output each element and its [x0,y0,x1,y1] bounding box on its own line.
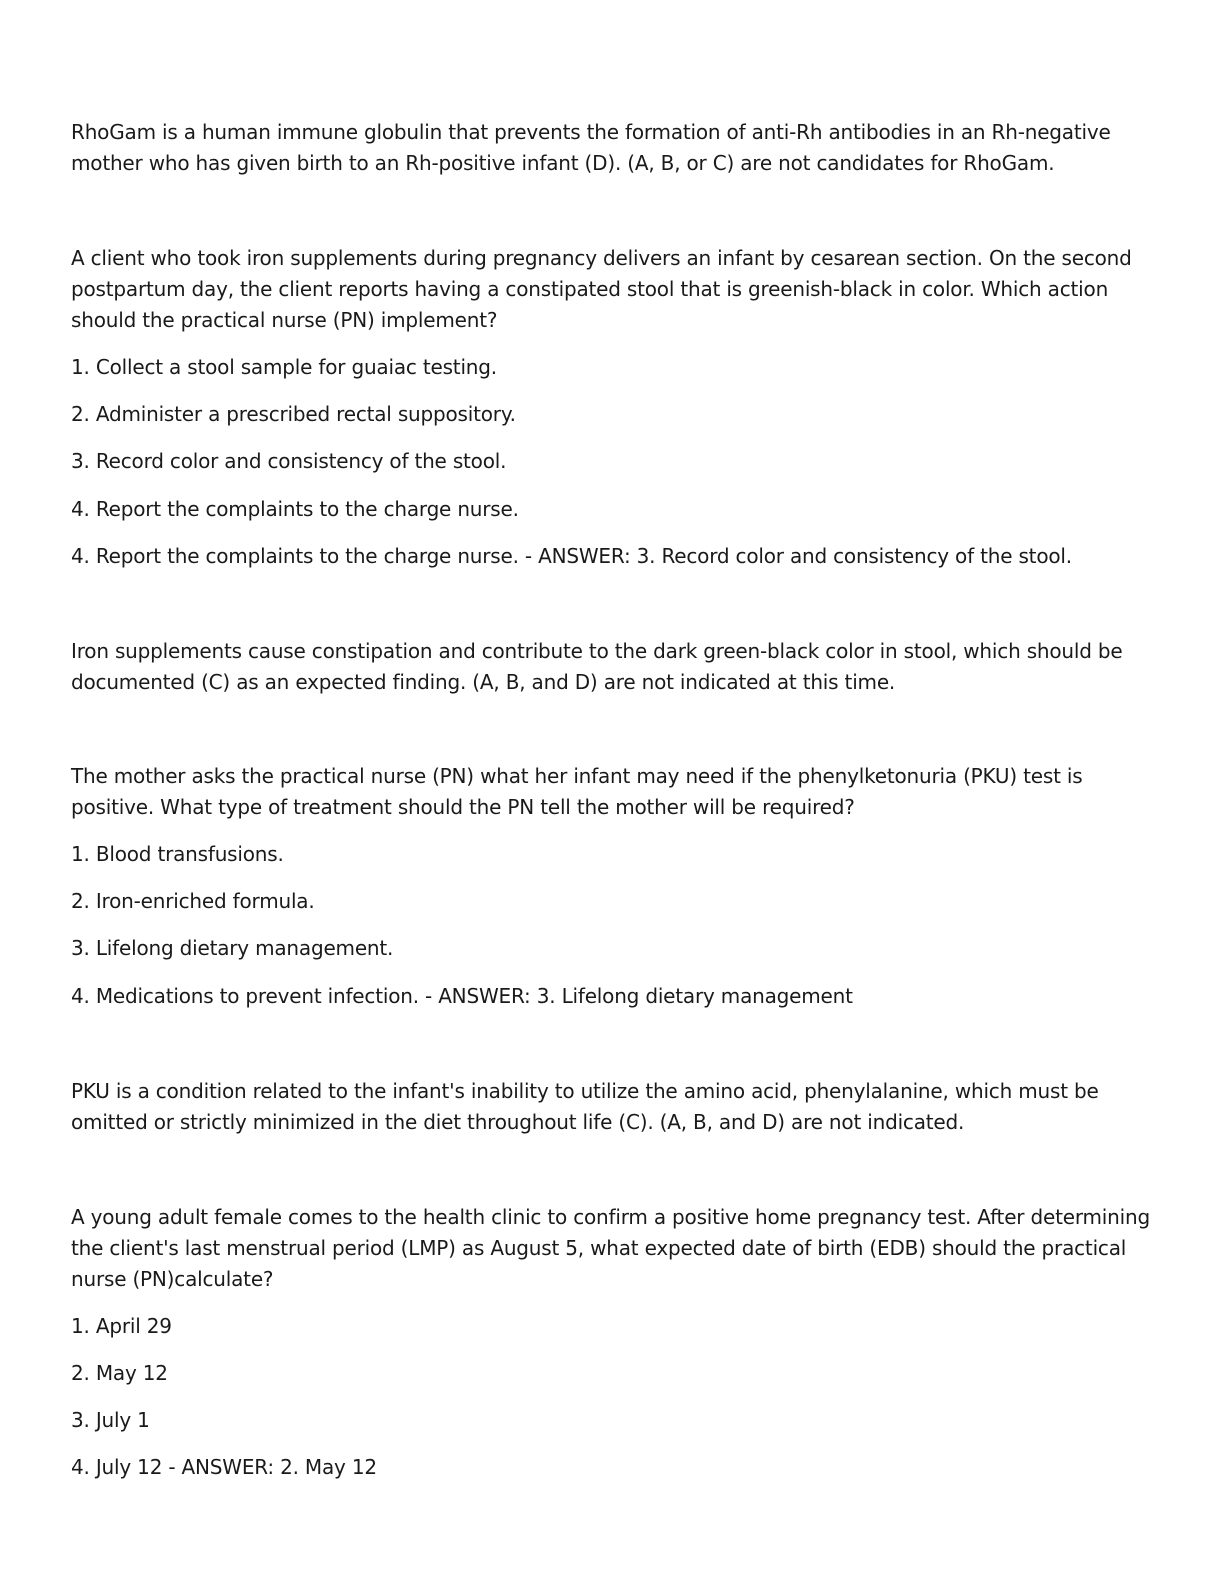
edb-question-stem-line-1: A young adult female comes to the health clinic to confirm a positive home pregnancy test. After determining [71,1205,1150,1229]
edb-answer-line: 4. July 12 - ANSWER: 2. May 12 [71,1455,377,1479]
iron-rationale-line-1: Iron supplements cause constipation and contribute to the dark green-black color in stool, which should be [71,639,1123,663]
pku-answer-line: 4. Medications to prevent infection. - ANSWER: 3. Lifelong dietary management [71,984,853,1008]
iron-option-3: 3. Record color and consistency of the stool. [71,449,507,473]
edb-option-2: 2. May 12 [71,1361,168,1385]
rhogam-explanation-line-2: mother who has given birth to an Rh-positive infant (D). (A, B, or C) are not candidates for RhoGam. [71,151,1055,175]
pku-option-3: 3. Lifelong dietary management. [71,936,394,960]
iron-question-stem-line-2: postpartum day, the client reports having a constipated stool that is greenish-black in color. Which action [71,277,1109,301]
iron-option-2: 2. Administer a prescribed rectal suppository. [71,402,516,426]
iron-answer-line: 4. Report the complaints to the charge nurse. - ANSWER: 3. Record color and consistency of the stool. [71,544,1072,568]
pku-option-1: 1. Blood transfusions. [71,842,284,866]
iron-question-stem-line-1: A client who took iron supplements during pregnancy delivers an infant by cesarean section. On the second [71,246,1132,270]
rhogam-explanation-line-1: RhoGam is a human immune globulin that prevents the formation of anti-Rh antibodies in an Rh-negative [71,120,1111,144]
pku-rationale-line-2: omitted or strictly minimized in the diet throughout life (C). (A, B, and D) are not indicated. [71,1110,965,1134]
pku-option-2: 2. Iron-enriched formula. [71,889,315,913]
pku-rationale-line-1: PKU is a condition related to the infant's inability to utilize the amino acid, phenylalanine, which must be [71,1079,1099,1103]
iron-rationale-line-2: documented (C) as an expected finding. (A, B, and D) are not indicated at this time. [71,670,896,694]
iron-question-stem-line-3: should the practical nurse (PN) implement? [71,308,498,332]
iron-option-4: 4. Report the complaints to the charge nurse. [71,497,519,521]
edb-question-stem-line-3: nurse (PN)calculate? [71,1267,274,1291]
iron-option-1: 1. Collect a stool sample for guaiac testing. [71,355,497,379]
edb-option-1: 1. April 29 [71,1314,172,1338]
pku-question-stem-line-2: positive. What type of treatment should the PN tell the mother will be required? [71,795,855,819]
edb-question-stem-line-2: the client's last menstrual period (LMP) as August 5, what expected date of birth (EDB) should the practical [71,1236,1127,1260]
pku-question-stem-line-1: The mother asks the practical nurse (PN) what her infant may need if the phenylketonuria (PKU) test is [71,764,1083,788]
edb-option-3: 3. July 1 [71,1408,150,1432]
